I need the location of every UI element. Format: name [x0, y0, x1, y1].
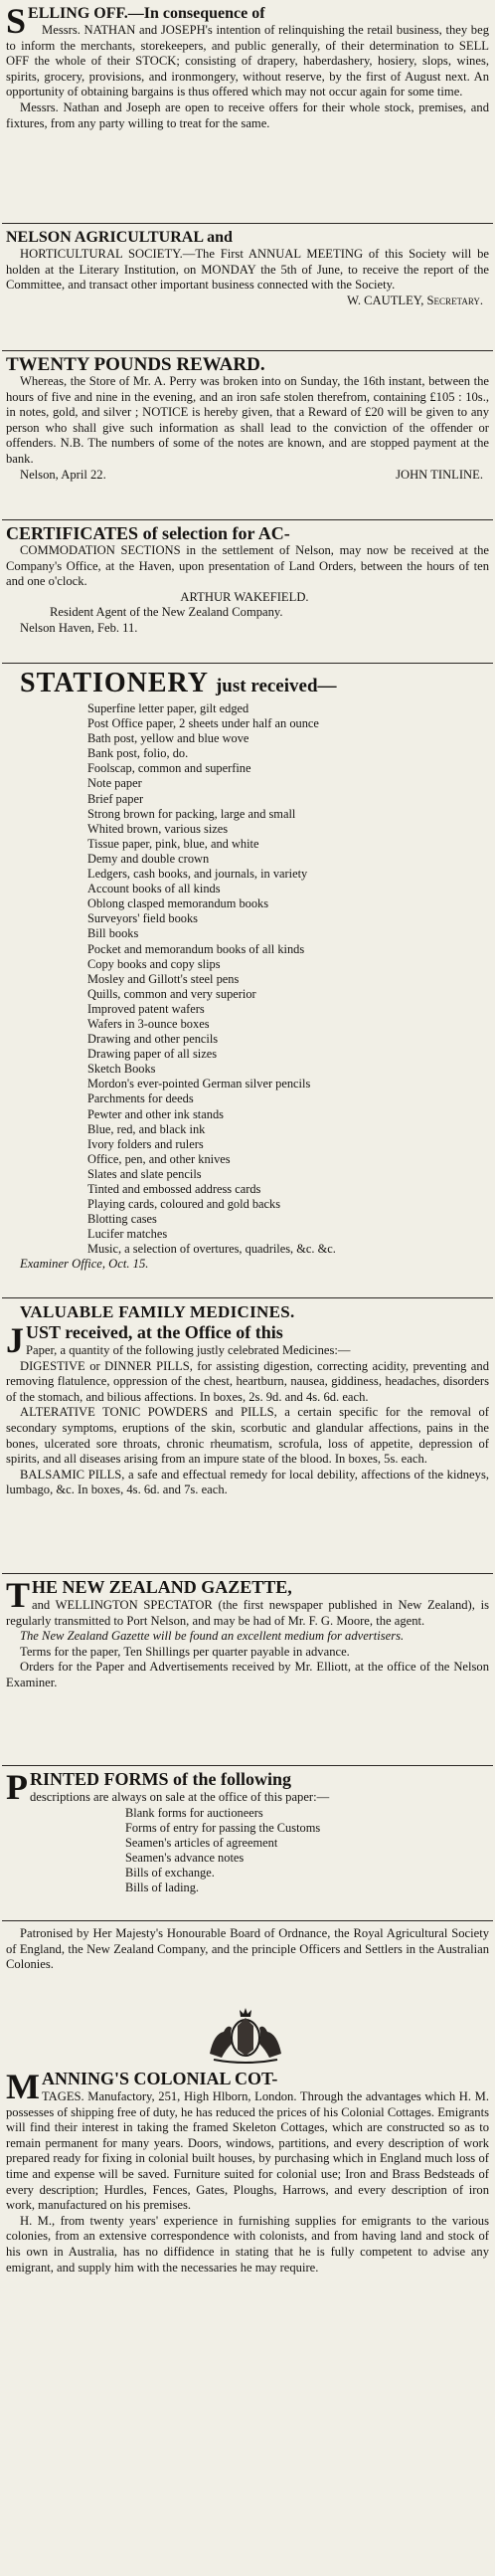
drop-cap: T [6, 1578, 31, 1615]
ad-body: Messrs. NATHAN and JOSEPH's intention of relinquishing the retail business, they beg to inform the merchants, storekeepers, and public generally, of their determination to SELL OFF the whole of their STOCK; consisting of drapery, haberdashery, hosiery, slops, wines, spirits, grocery, provisions, and ironmongery, without reserve, by the first of August next. An opportunity of obtaining bargains is thus offered which may not occur again for some time. [6, 23, 489, 99]
stationery-item: Account books of all kinds [87, 882, 221, 896]
signature: ARTHUR WAKEFIELD. [180, 589, 309, 604]
ad-body-2: The New Zealand Gazette will be found an excellent medium for advertisers. [20, 1629, 405, 1644]
royal-crest-icon [204, 2004, 287, 2066]
drop-cap: M [6, 2070, 40, 2106]
stationery-item: Whited brown, various sizes [87, 821, 229, 836]
stationery-item: Playing cards, coloured and gold backs [87, 1197, 281, 1212]
patronage: Patronised by Her Majesty's Honourable Board of Ordnance, the Royal Agricultural Society of England, the New Zealand Company, and the principle Officers and Settlers in the Australian Colonies. [6, 1926, 489, 1972]
ad-title: VALUABLE FAMILY MEDICINES. [20, 1302, 295, 1321]
stationery-item: Oblong clasped memorandum books [87, 896, 269, 911]
stationery-item: Mosley and Gillott's steel pens [87, 971, 240, 986]
ad-body-2: H. M., from twenty years' experience in furnishing supplies for emigrants to the various colonies, from an extensive correspondence with colonists, and from having land and stock of his own in Australia, has no diffidence in stating that he is fully competent to advise any emigrant, and supply him with the necessaries he may require. [6, 2213, 489, 2275]
stationery-item: Foolscap, common and superfine [87, 761, 251, 776]
stationery-item: Tinted and embossed address cards [87, 1182, 261, 1196]
stationery-item: Ivory folders and rulers [87, 1136, 204, 1151]
stationery-item: Drawing and other pencils [87, 1032, 219, 1047]
ad-body: HORTICULTURAL SOCIETY.—The First ANNUAL MEETING of this Society will be holden at the Literary Institution, on MONDAY the 5th of June, to receive the report of the Committee, and transact other important business connected with the Society. [6, 247, 489, 293]
form-item: Forms of entry for passing the Customs [125, 1820, 321, 1835]
paragraph-digestive: DIGESTIVE or DINNER PILLS, for assisting digestion, correcting acidity, preventing and removing flatulence, oppression of the chest, heartburn, nausea, giddiness, headaches, disorders of the stomach, and bilious affections. In boxes, 2s. 9d. and 4s. 6d. each. [6, 1358, 489, 1404]
ad-body: COMMODATION SECTIONS in the settlement of Nelson, may now be received at the Company's Office, at the Haven, upon presentation of Land Orders, between the hours of ten and one o'clock. [6, 543, 489, 589]
stationery-item: Tissue paper, pink, blue, and white [87, 836, 259, 851]
stationery-item: Music, a selection of overtures, quadriles, &c. &c. [87, 1242, 336, 1257]
form-item: Bills of lading. [125, 1881, 199, 1895]
ad-certificates [6, 524, 489, 637]
paragraph-alterative: ALTERATIVE TONIC POWDERS and PILLS, a certain specific for the removal of secondary symptoms, eruptions of the skin, scorbutic and glandular affections, pains in the bones, ulcerated sore throats, chronic rheumatism, scrofula, loss of appetite, depression of spirits, and all diseases arising from an impure state of the blood. In boxes, 5s. each. [6, 1405, 489, 1467]
ad-heading [6, 669, 489, 701]
ad-body-2: Messrs. Nathan and Joseph are open to receive offers for their whole stock, premises, and fixtures, from any party willing to treat for the same. [6, 99, 489, 130]
ad-heading: CERTIFICATES of selection for AC- [6, 524, 290, 543]
stationery-item: Surveyors' field books [87, 911, 198, 926]
ad-body-4: Orders for the Paper and Advertisements received by Mr. Elliott, at the office of the Nelson Examiner. [6, 1660, 489, 1689]
ad-printed-forms [6, 1770, 489, 1895]
stationery-item: Sketch Books [87, 1062, 156, 1077]
stationery-item: Blotting cases [87, 1212, 157, 1227]
stationery-item: Office, pen, and other knives [87, 1151, 231, 1166]
stationery-item: Drawing paper of all sizes [87, 1047, 218, 1062]
ad-heading: NELSON AGRICULTURAL and [6, 229, 233, 246]
stationery-item: Improved patent wafers [87, 1001, 205, 1016]
ad-gazette [6, 1578, 489, 1691]
form-item: Seamen's advance notes [125, 1850, 245, 1865]
stationery-item: Brief paper [87, 791, 144, 806]
stationery-item: Note paper [87, 776, 142, 791]
stationery-item: Bill books [87, 926, 139, 941]
stationery-item: Lucifer matches [87, 1227, 168, 1242]
ad-manning-body [6, 2070, 489, 2276]
heading-text: ANNING'S COLONIAL COT- [41, 2070, 278, 2088]
stationery-item: Blue, red, and black ink [87, 1121, 206, 1136]
divider [2, 519, 493, 520]
signature: W. CAUTLEY, Secretary. [347, 293, 483, 307]
divider [2, 1920, 493, 1921]
ad-manning [6, 1926, 489, 1973]
place-date: Nelson Haven, Feb. 11. [20, 620, 138, 635]
stationery-item: Pocket and memorandum books of all kinds [87, 941, 305, 956]
drop-cap: P [6, 1770, 28, 1807]
divider [2, 1573, 493, 1574]
ad-reward [6, 355, 489, 483]
divider [2, 663, 493, 664]
ad-body: TAGES. Manufactory, 251, High Hlborn, London. Through the advantages which H. M. possesses of shipping free of duty, he has reduced the prices of his Colonial Cottages. Emigrants will find their interest in taking the framed Skeleton Cottages, which are constructed so as to remain permanent for many years. Doors, windows, partitions, and every description of work prepared ready for fixing in colonial built houses, by purchasing which in England much loss of time and expense will be saved. Furniture suited for colonial use; Iron and Brass Bedsteads of every description; Hurdles, Fences, Gates, Ploughs, Harrows, and every description of iron work, manufactured on his premises. [6, 2089, 489, 2213]
drop-cap: S [6, 4, 27, 41]
form-item: Bills of exchange. [125, 1865, 215, 1880]
heading-big: STATIONERY [20, 669, 208, 698]
signature: JOHN TINLINE. [396, 467, 483, 482]
ad-heading [6, 2070, 489, 2106]
heading-text: UST received, at the Office of this [26, 1322, 283, 1342]
heading-text: ELLING OFF.—In consequence of [28, 5, 265, 22]
place-date: Nelson, April 22. [20, 467, 106, 482]
ad-body: Whereas, the Store of Mr. A. Perry was broken into on Sunday, the 16th instant, between the hours of five and nine in the evening, and an iron safe stolen therefrom, containing £105 : 10s., in notes, gold, and silver ; NOTICE is hereby given, that a Reward of £20 will be given to any person who shall give such information as shall lead to the conviction of the offender or offenders. N.B. The numbers of some of the notes are known, and are stopped payment at the bank. [6, 374, 489, 466]
stationery-item: Bath post, yellow and blue wove [87, 731, 249, 746]
stationery-item: Copy books and copy slips [87, 956, 221, 971]
ad-selling-off [6, 4, 489, 131]
stationery-item: Bank post, folio, do. [87, 746, 189, 761]
divider [2, 1297, 493, 1298]
stationery-item: Superfine letter paper, gilt edged [87, 701, 249, 715]
footer-line: Examiner Office, Oct. 15. [20, 1257, 149, 1272]
stationery-list [6, 701, 489, 1257]
ad-body: and WELLINGTON SPECTATOR (the first newspaper published in New Zealand), is regularly transmitted to Port Nelson, and may be had of Mr. F. G. Moore, the agent. [6, 1598, 489, 1628]
stationery-item: Ledgers, cash books, and journals, in variety [87, 867, 308, 882]
stationery-item: Wafers in 3-ounce boxes [87, 1016, 210, 1031]
divider [2, 1765, 493, 1766]
footer-line [6, 468, 489, 484]
stationery-item: Strong brown for packing, large and small [87, 806, 296, 821]
forms-list [6, 1806, 489, 1896]
stationery-item: Slates and slate pencils [87, 1166, 202, 1181]
ad-heading [6, 4, 489, 41]
stationery-item: Quills, common and very superior [87, 986, 256, 1001]
ad-body-3: Terms for the paper, Ten Shillings per quarter payable in advance. [20, 1644, 350, 1659]
divider [2, 223, 493, 224]
stationery-item: Pewter and other ink stands [87, 1106, 224, 1121]
heading-text: HE NEW ZEALAND GAZETTE, [32, 1578, 292, 1597]
ad-stationery [6, 669, 489, 1273]
ad-medicines [6, 1301, 489, 1498]
stationery-item: Demy and double crown [87, 851, 210, 866]
drop-cap: J [6, 1320, 24, 1360]
stationery-item: Post Office paper, 2 sheets under half an ounce [87, 716, 319, 731]
divider [2, 350, 493, 351]
ad-nelson-society [6, 228, 489, 308]
form-item: Seamen's articles of agreement [125, 1835, 278, 1850]
intro: descriptions are always on sale at the office of this paper:— [30, 1790, 330, 1804]
ad-heading: TWENTY POUNDS REWARD. [6, 355, 265, 375]
heading-text: RINTED FORMS of the following [30, 1770, 292, 1789]
form-item: Blank forms for auctioneers [125, 1805, 263, 1820]
stationery-item: Mordon's ever-pointed German silver pencils [87, 1077, 311, 1091]
intro: Paper, a quantity of the following justly celebrated Medicines:— [26, 1343, 351, 1357]
heading-small: just received— [215, 676, 337, 696]
stationery-item: Parchments for deeds [87, 1091, 194, 1106]
paragraph-balsamic: BALSAMIC PILLS, a safe and effectual remedy for local debility, affections of the kidneys, lumbago, &c. In boxes, 4s. 6d. and 7s. each. [6, 1467, 489, 1497]
signature-title: Resident Agent of the New Zealand Company. [50, 605, 283, 620]
